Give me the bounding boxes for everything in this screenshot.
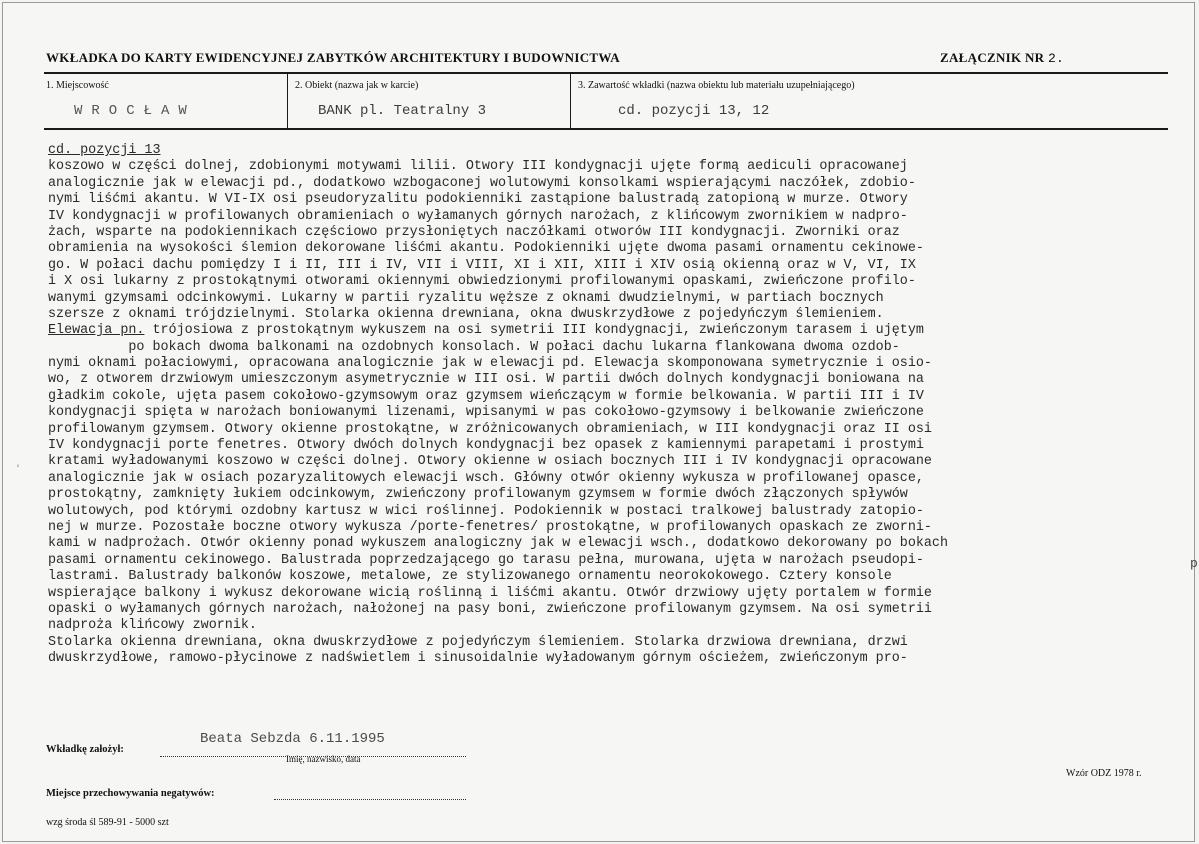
text-line: analogicznie jak w elewacji pd., dodatkowo wzbogaconej wolutowymi konsolkami wspierającymi naczółek, zdobio- (48, 175, 916, 191)
text-line: IV kondygnacji porte fenetres. Otwory dwóch dolnych kondygnacji bez opasek z kamiennymi parapetami i prostymi (48, 438, 924, 454)
text-line: dwuskrzydłowe, ramowo-płycinowe z nadświetlem i sinusoidalnie wyładowanym górnym ościeżem, zwieńczonym pro- (48, 651, 908, 667)
text-line: go. W połaci dachu pomiędzy I i II, III i IV, VII i VIII, XI i XII, XIII i XIV osią okienną oraz w V, VI, IX (48, 257, 916, 273)
text-line: prostokątny, zamknięty łukiem odcinkowym, zwieńczony profilowanym gzymsem w formie dwóch złączonych spływów (48, 487, 908, 503)
text-line: lastrami. Balustrady balkonów koszowe, metalowe, ze stylizowanego ornamentu neorokokowego. Cztery konsole (48, 569, 892, 585)
text-line: po bokach dwoma balkonami na ozdobnych konsolach. W połaci dachu lukarna flankowana dwoma ozdob- (48, 339, 900, 355)
text-line: nymi oknami połaciowymi, opracowana analogicznie jak w elewacji pd. Elewacja skomponowana symetrycznie i osio- (48, 356, 932, 372)
annex-number: 2. (1047, 51, 1065, 66)
text-line: nymi liśćmi akantu. W VI-IX osi pseudoryzalitu podokienniki zastąpione balustradą zatopioną w murze. Otwory (48, 192, 908, 208)
text-line: analogicznie jak w osiach pozaryzalitowych elewacji wsch. Główny otwór okienny wykusza w profilowanej opasce, (48, 470, 924, 486)
header-rule-top (44, 72, 1168, 74)
text-line: IV kondygnacji w profilowanych obramieniach o wyłamanych górnych narożach, z klińcowym zwornikiem w nadpro- (48, 208, 908, 224)
text-line: Stolarka okienna drewniana, okna dwuskrzydłowe z pojedyńczym ślemieniem. Stolarka drzwiowa drewniana, drzwi (48, 634, 908, 650)
text-line: żach, wsparte na podokiennikach częściowo przysłoniętych naczółkami otworów III kondygnacji. Zworniki oraz (48, 224, 900, 240)
form-title: WKŁADKA DO KARTY EWIDENCYJNEJ ZABYTKÓW ARCHITEKTURY I BUDOWNICTWA (46, 50, 620, 65)
storage-dotted-line (274, 799, 466, 800)
text-line: kratami wyładowanymi koszowo w części dolnej. Otwory okienne w osiach bocznych III i IV kondygnacji opracowane (48, 454, 932, 470)
text-line: pasami ornamentu cekinowego. Balustrada poprzedzającego go tarasu pełna, murowana, ujęta w narożach pseudopi- (48, 552, 924, 568)
storage-label: Miejsce przechowywania negatywów: (46, 788, 215, 799)
text-line: kondygnacji spięta w narożach boniowanymi lizenami, wpisanymi w pas cokołowo-gzymsowy i belkowanie zwieńczone (48, 405, 924, 421)
text-line: i X osi lukarny z prostokątnymi otworami okiennymi obwiedzionymi profilowanymi opaskami, zwieńczone profilo- (48, 274, 916, 290)
annex-label-text: ZAŁĄCZNIK NR (940, 50, 1045, 65)
annex-label (940, 50, 1064, 66)
header-rule-bottom (44, 128, 1168, 130)
print-note: wzg środa śl 589-91 - 5000 szt (46, 817, 169, 828)
description-text (48, 143, 1188, 684)
content-label: 3. Zawartość wkładki (nazwa obiektu lub materiału uzupełniającego) (578, 80, 855, 91)
elevation-line (48, 323, 1188, 339)
text-line (48, 668, 1188, 684)
object-label: 2. Obiekt (nazwa jak w karcie) (295, 80, 419, 91)
text-line: koszowo w części dolnej, zdobionymi motywami lilii. Otwory III kondygnacji ujęte formą aediculi opracowanej (48, 159, 908, 175)
text-line: kami w nadprożach. Otwór okienny ponad wykuszem analogiczny jak w elewacji wsch., dodatkowo dekorowany po bokach (48, 536, 948, 552)
created-label: Wkładkę założył: (46, 744, 124, 755)
place-label: 1. Miejscowość (46, 80, 109, 91)
text-line: opaski o wyłamanych górnych narożach, nałożonej na pasy boni, zwieńczone profilowanym gzymsem. Na osi symetrii (48, 601, 932, 617)
text-line: wspierające balkony i wykusz dekorowane wicią roślinną i liśćmi akantu. Otwór drzwiowy ujęty portalem w formie (48, 585, 932, 601)
text-line: nadproża klińcowy zwornik. (48, 618, 257, 634)
object-value: BANK pl. Teatralny 3 (318, 103, 487, 119)
continuation-heading: cd. pozycji 13 (48, 143, 161, 158)
content-value: cd. pozycji 13, 12 (618, 103, 770, 119)
created-caption: Imię, nazwisko, data (286, 754, 361, 764)
text-line: wolutowych, pod którymi ozdobny kartusz w wici roślinnej. Podokiennik w postaci tralkowej balustrady zatopio- (48, 503, 924, 519)
text-line: szersze z oknami trójdzielnymi. Stolarka okienna drewniana, okna dwuskrzydłowe z pojedyńczym ślemieniem. (48, 306, 884, 322)
text-line: obramienia na wysokości ślemion dekorowane liśćmi akantu. Podokienniki ujęte dwoma pasami ornamentu cekinowe- (48, 241, 924, 257)
elevation-heading: Elewacja pn. (48, 323, 145, 339)
elevation-line-text: trójosiowa z prostokątnym wykuszem na osi symetrii III kondygnacji, zwieńczonym tarasem i ujętym (144, 323, 924, 339)
place-value: WROCŁAW (74, 103, 196, 119)
field-divider-1 (287, 73, 288, 129)
text-line: wo, z otworem drzwiowym umieszczonym asymetrycznie w III osi. W partii dwóch dolnych kondygnacji boniowana na (48, 372, 924, 388)
text-line: wanymi gzymsami odcinkowymi. Lukarny w partii ryzalitu węższe z oknami dwudzielnymi, w partiach bocznych (48, 290, 884, 306)
text-line: nej w murze. Pozostałe boczne otwory wykusza /porte-fenetres/ prostokątne, w profilowanych opaskach ze zworni- (48, 519, 932, 535)
field-divider-2 (570, 73, 571, 129)
created-value: Beata Sebzda 6.11.1995 (200, 731, 385, 747)
model-note: Wzór ODZ 1978 r. (1066, 768, 1142, 779)
text-line: profilowanym gzymsem. Otwory okienne prostokątne, w zróżnicowanych obramieniach, w III kondygnacji oraz II osi (48, 421, 932, 437)
text-line: gładkim cokole, ujęta pasem cokołowo-gzymsowym oraz gzymsem wieńczącym w formie belkowania. W partii III i IV (48, 388, 924, 404)
edge-character: p (1190, 556, 1198, 571)
punch-mark: ‘ (16, 461, 20, 475)
